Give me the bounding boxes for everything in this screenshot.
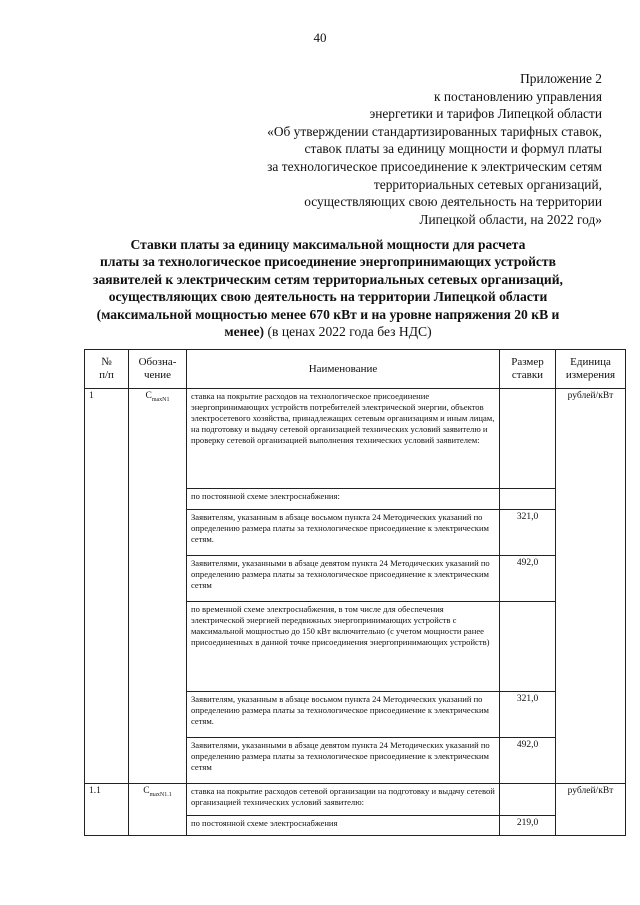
document-title (48, 236, 608, 340)
title-line: осуществляющих свою деятельность на территории Липецкой области (108, 289, 548, 305)
title-line: (максимальной мощностью менее 670 кВт и на уровне напряжения 20 кВ и (96, 306, 560, 322)
table-header-row (85, 350, 626, 389)
row-rate (500, 784, 556, 816)
row-rate: 492,0 (500, 556, 556, 602)
row-name: Заявителям, указанным в абзаце восьмом пункта 24 Методических указаний по определению размера платы за технологическое присоединение к электрическим сетям. (187, 692, 500, 738)
rates-table (84, 349, 626, 836)
appendix-line: за технологическое присоединение к электрическим сетям (267, 158, 602, 174)
title-line: Ставки платы за единицу максимальной мощности для расчета (130, 237, 526, 252)
table-row (85, 389, 626, 489)
title-line-bold-tail: менее) (224, 324, 265, 340)
appendix-line: Липецкой области, на 2022 год» (419, 211, 602, 227)
appendix-line: к постановлению управления (433, 88, 602, 104)
page-number: 40 (313, 30, 327, 45)
row-name: Заявителями, указанными в абзаце девятом пункта 24 Методических указаний по определению размера платы за технологическое присоединение к электрическим сетям (187, 738, 500, 784)
appendix-line: осуществляющих свою деятельность на территории (304, 194, 602, 210)
row-name: по постоянной схеме электроснабжения: (187, 489, 500, 510)
appendix-line: ставок платы за единицу мощности и формул платы (304, 141, 602, 157)
row-designation: $C_{maxN1.1}$ (129, 784, 187, 836)
header-designation: Обозна- чение (129, 350, 187, 389)
row-unit: рублей/кВт (556, 784, 626, 836)
appendix-line: «Об утверждении стандартизированных тарифных ставок, (267, 123, 602, 139)
row-number: 1 (85, 389, 129, 784)
appendix-line: территориальных сетевых организаций, (373, 176, 602, 192)
title-line-normal-tail: (в ценах 2022 года без НДС) (264, 324, 432, 340)
row-rate: 492,0 (500, 738, 556, 784)
table-row (85, 784, 626, 816)
title-line: платы за технологическое присоединение энергопринимающих устройств (100, 254, 556, 270)
row-name: Заявителям, указанным в абзаце восьмом пункта 24 Методических указаний по определению размера платы за технологическое присоединение к электрическим сетям. (187, 510, 500, 556)
appendix-header (182, 70, 602, 228)
appendix-line: энергетики и тарифов Липецкой области (369, 106, 602, 122)
row-number: 1.1 (85, 784, 129, 836)
row-rate: 219,0 (500, 816, 556, 836)
row-rate: 321,0 (500, 692, 556, 738)
header-rate: Размер ставки (500, 350, 556, 389)
header-num: № п/п (85, 350, 129, 389)
row-name: по постоянной схеме электроснабжения (187, 816, 500, 836)
row-name: ставка на покрытие расходов на технологическое присоединение энергопринимающих устройств потребителей электрической энергии, объектов электросетевого хозяйства, принадлежащих сетевым организациям и иным лицам, на подготовку и выдачу сетевой организацией технических условий заявителю и проверку сетевой организацией выполнения технических условий заявителем: (187, 389, 500, 489)
row-rate (500, 489, 556, 510)
appendix-line: Приложение 2 (520, 71, 602, 86)
row-name: ставка на покрытие расходов сетевой организации на подготовку и выдачу сетевой организацией технических условий заявителю: (187, 784, 500, 816)
row-rate (500, 389, 556, 489)
header-unit: Единица измерения (556, 350, 626, 389)
row-designation: $C_{maxN1}$ (129, 389, 187, 784)
row-name: по временной схеме электроснабжения, в том числе для обеспечения электрической энергией передвижных энергопринимающих устройств с максимальной мощностью до 150 кВт включительно (с учетом мощности ранее присоединенных в данной точке присоединения энергопринимающих устройств) (187, 602, 500, 692)
header-name: Наименование (187, 350, 500, 389)
row-name: Заявителями, указанными в абзаце девятом пункта 24 Методических указаний по определению размера платы за технологическое присоединение к электрическим сетям (187, 556, 500, 602)
title-line: заявителей к электрическим сетям территориальных сетевых организаций, (93, 271, 563, 287)
row-rate (500, 602, 556, 692)
row-unit: рублей/кВт (556, 389, 626, 784)
row-rate: 321,0 (500, 510, 556, 556)
